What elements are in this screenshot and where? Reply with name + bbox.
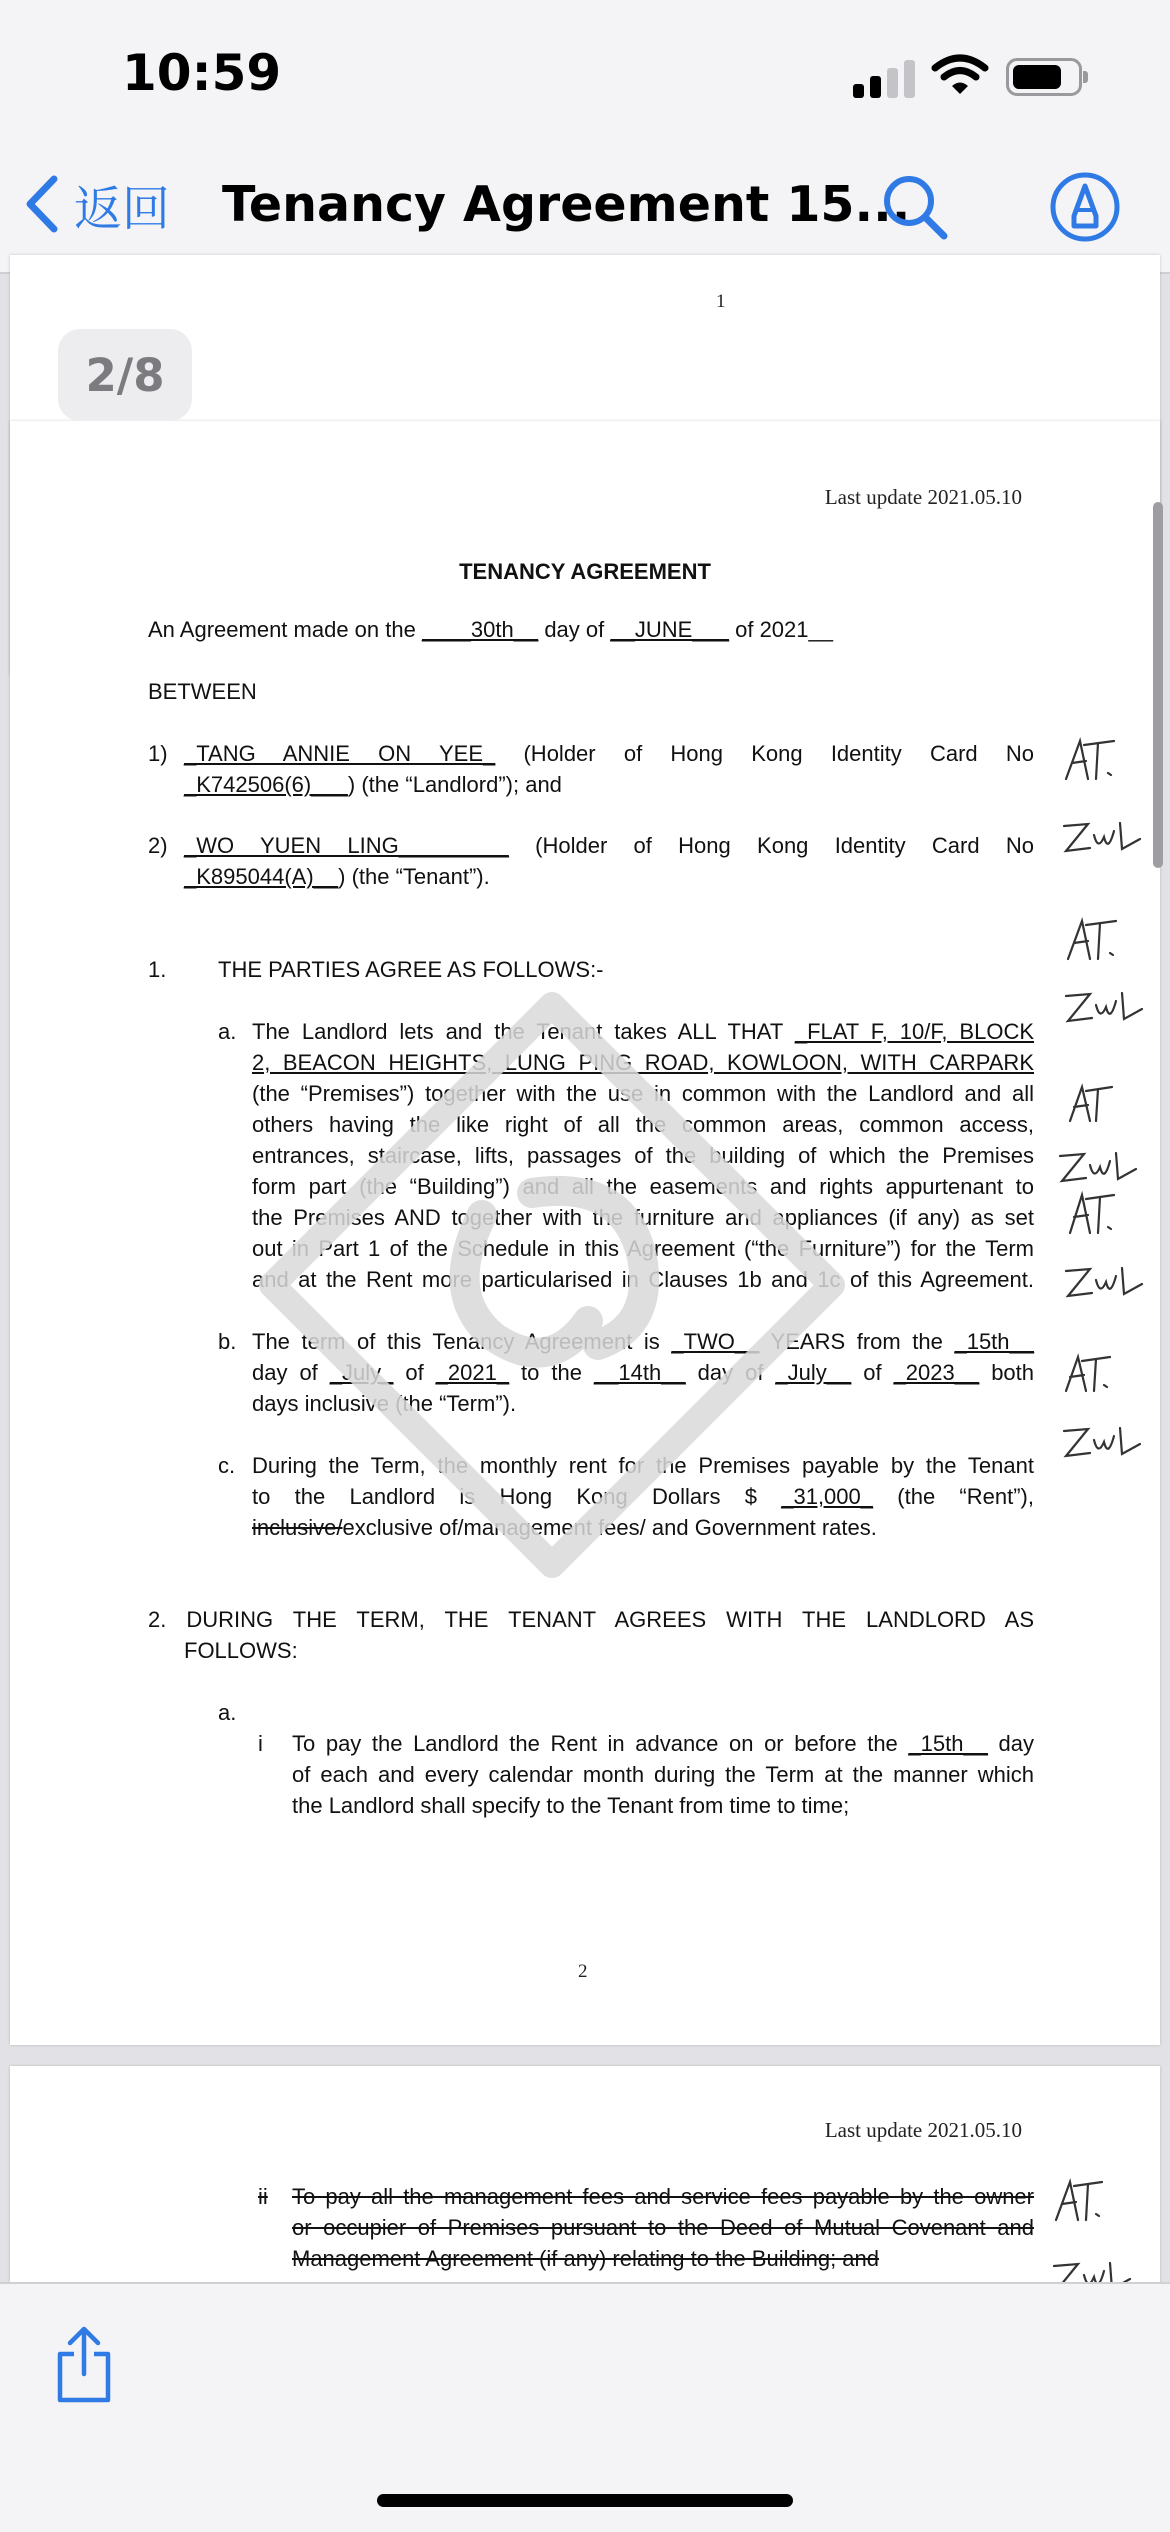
watermark-logo [232, 965, 872, 1605]
clause1a-line: the Premises AND together with the furniture and appliances (if any) as set [252, 1205, 1034, 1230]
last-update-note: Last update 2021.05.10 [824, 485, 1022, 509]
status-time: 10:59 [122, 44, 282, 102]
party1-number: 1) [148, 741, 168, 766]
clause2ai-label: i [258, 1731, 263, 1756]
clause1a-line: out in Part 1 of the Schedule in this Agreement (“the Furniture”) for the Term [252, 1236, 1034, 1261]
agreement-date-line: An Agreement made on the ____30th__ day of __JUNE___ of 2021__ [148, 617, 833, 642]
markup-button[interactable] [1048, 170, 1122, 244]
clause2aii-line: Management Agreement (if any) relating to the Building; and [292, 2246, 880, 2271]
status-bar [0, 0, 1170, 140]
clause1a-line: others having the like right of all the common areas, common access, [252, 1112, 1034, 1137]
search-button[interactable] [878, 170, 952, 244]
clause1a-line: entrances, staircase, lifts, passages of the building of which the Premises [252, 1143, 1034, 1168]
party2-line1: _WO YUEN LING_________ (Holder of Hong Kong Identity Card No [184, 833, 1034, 858]
wifi-icon [932, 54, 988, 96]
magnifier-icon [878, 170, 952, 244]
cellular-signal-icon [853, 58, 917, 98]
scroll-indicator[interactable] [1153, 502, 1163, 868]
clause2-heading: 2. DURING THE TERM, THE TENANT AGREES WITH THE LANDLORD AS [148, 1607, 1034, 1632]
clause1c-line: to the Landlord is Hong Kong Dollars $ _31,000_ (the “Rent”), [252, 1484, 1034, 1509]
document-viewer[interactable] [0, 275, 1170, 2271]
clause1a-line: (the “Premises”) together with the use in common with the Landlord and all [252, 1081, 1034, 1106]
page-number: 1 [716, 291, 726, 312]
clause2ai-line: To pay the Landlord the Rent in advance on or before the _15th__ day [292, 1731, 1034, 1756]
share-icon [52, 2324, 116, 2406]
document-heading: TENANCY AGREEMENT [459, 559, 711, 584]
party1-line2: _K742506(6)___) (the “Landlord”); and [184, 772, 562, 797]
between-label: BETWEEN [148, 679, 257, 704]
clause1b-label: b. [218, 1329, 237, 1354]
clause1a-label: a. [218, 1019, 237, 1044]
clause2aii-label: ii [258, 2184, 268, 2209]
clause1b-line: days inclusive (the “Term”). [252, 1391, 517, 1416]
clause1c-line: inclusive/exclusive of/management fees/ and Government rates. [252, 1515, 877, 1540]
clause1c-label: c. [218, 1453, 236, 1478]
clause1a-line: The Landlord lets and the Tenant takes ALL THAT _FLAT F, 10/F, BLOCK [252, 1019, 1035, 1044]
clause2ai-line: the Landlord shall specify to the Tenant from time to time; [292, 1793, 850, 1818]
party2-line2: _K895044(A)__) (the “Tenant”). [184, 864, 490, 889]
share-button[interactable] [52, 2324, 116, 2406]
clause1-heading: THE PARTIES AGREE AS FOLLOWS:- [218, 957, 604, 982]
clause1-number: 1. [148, 957, 167, 982]
clause2aii-line: or occupier of Premises pursuant to the Deed of Mutual Covenant and [292, 2215, 1034, 2240]
clause2-heading: FOLLOWS: [184, 1638, 298, 1663]
back-button[interactable] [24, 168, 170, 240]
navigation-bar [0, 140, 1170, 274]
party2-number: 2) [148, 833, 168, 858]
clause2aii-line: To pay all the management fees and service fees payable by the owner [292, 2184, 1034, 2209]
clause2a-label: a. [218, 1700, 237, 1725]
markup-pen-icon [1048, 170, 1122, 244]
clause1c-line: During the Term, the monthly rent for the Premises payable by the Tenant [252, 1453, 1034, 1478]
clause1b-line: day of _July_ of _2021_ to the __14th__ day of _July__ of _2023__ both [252, 1360, 1035, 1385]
chevron-left-icon [24, 175, 60, 233]
last-update-note: Last update 2021.05.10 [824, 2118, 1022, 2142]
home-indicator[interactable] [377, 2494, 793, 2507]
document-title: Tenancy Agreement 15... [222, 176, 911, 233]
clause1a-line: and at the Rent more particularised in Clauses 1b and 1c of this Agreement. [252, 1267, 1034, 1292]
clause1a-line: 2, BEACON HEIGHTS, LUNG PING ROAD, KOWLOON, WITH CARPARK [252, 1050, 1034, 1075]
page-indicator: 2/8 [58, 329, 192, 421]
clause1a-line: form part (the “Building”) and all the easements and rights appurtenant to [252, 1174, 1034, 1199]
clause1b-line: The term of this Tenancy Agreement is _TWO__ YEARS from the _15th__ [252, 1329, 1034, 1354]
back-label: 返回 [74, 180, 171, 237]
handwritten-initials [1050, 731, 1160, 1861]
page-number: 2 [578, 1961, 588, 1982]
party1-line1: _TANG ANNIE ON YEE_ (Holder of Hong Kong Identity Card No [184, 741, 1034, 766]
clause2ai-line: of each and every calendar month during the Term at the manner which [292, 1762, 1034, 1787]
battery-icon [1006, 58, 1082, 96]
